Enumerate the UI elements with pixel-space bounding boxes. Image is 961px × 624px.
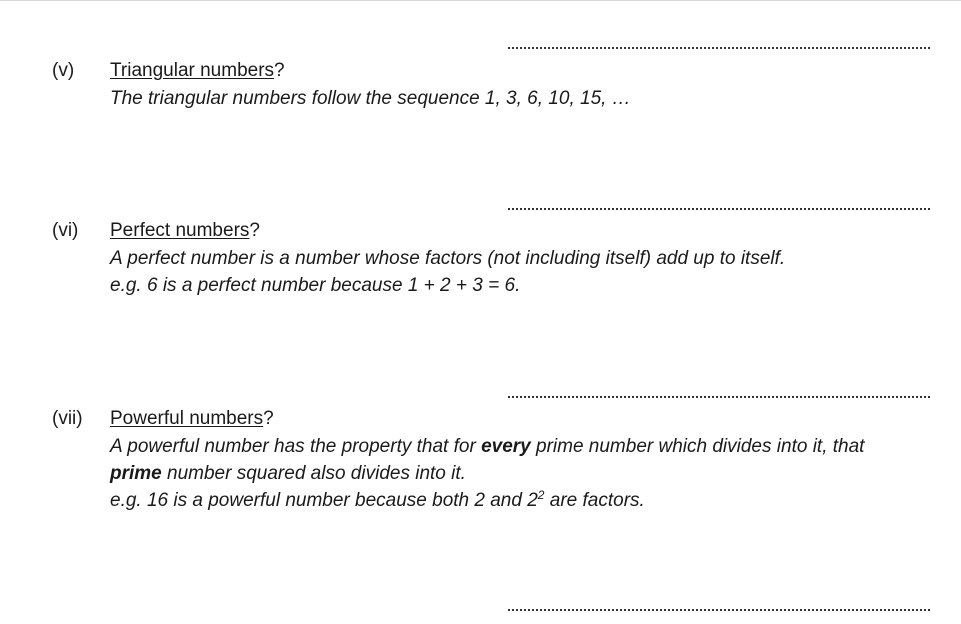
- question-title: [110, 220, 260, 242]
- body-text: prime number which divides into it, that: [530, 436, 865, 457]
- body-text: are factors.: [544, 490, 645, 511]
- question-mark: ?: [263, 408, 274, 429]
- answer-line-iv[interactable]: [508, 47, 930, 49]
- page-top-border: [0, 0, 961, 1]
- body-line: A perfect number is a number whose factors (not including itself) add up to itself.: [110, 248, 786, 269]
- question-label: (vii): [52, 408, 83, 429]
- body-text: A powerful number has the property that for: [110, 436, 482, 457]
- question-title-text: Perfect numbers: [110, 220, 250, 241]
- question-mark: ?: [274, 60, 285, 81]
- question-label: (v): [52, 60, 75, 81]
- answer-line-vii[interactable]: [508, 609, 930, 611]
- body-line: The triangular numbers follow the sequence 1, 3, 6, 10, 15, …: [110, 88, 631, 109]
- answer-line-v[interactable]: [508, 208, 930, 210]
- question-body: [110, 433, 940, 514]
- question-title-text: Powerful numbers: [110, 408, 264, 429]
- body-text: e.g. 16 is a powerful number because both 2 and 2: [110, 490, 538, 511]
- question-title-text: Triangular numbers: [110, 60, 275, 81]
- question-body: [110, 245, 940, 299]
- question-title: [110, 60, 285, 82]
- body-text: number squared also divides into it.: [161, 463, 466, 484]
- question-body: [110, 85, 940, 112]
- emphasis-prime: prime: [110, 463, 162, 484]
- body-line: e.g. 6 is a perfect number because 1 + 2 + 3 = 6.: [110, 275, 521, 296]
- question-title: [110, 408, 274, 430]
- body-line: [110, 487, 940, 514]
- answer-line-vi[interactable]: [508, 396, 930, 398]
- body-line: [110, 433, 940, 460]
- emphasis-every: every: [481, 436, 531, 457]
- question-label: (vi): [52, 220, 79, 241]
- superscript: 2: [537, 488, 545, 502]
- question-mark: ?: [249, 220, 260, 241]
- body-line: [110, 460, 940, 487]
